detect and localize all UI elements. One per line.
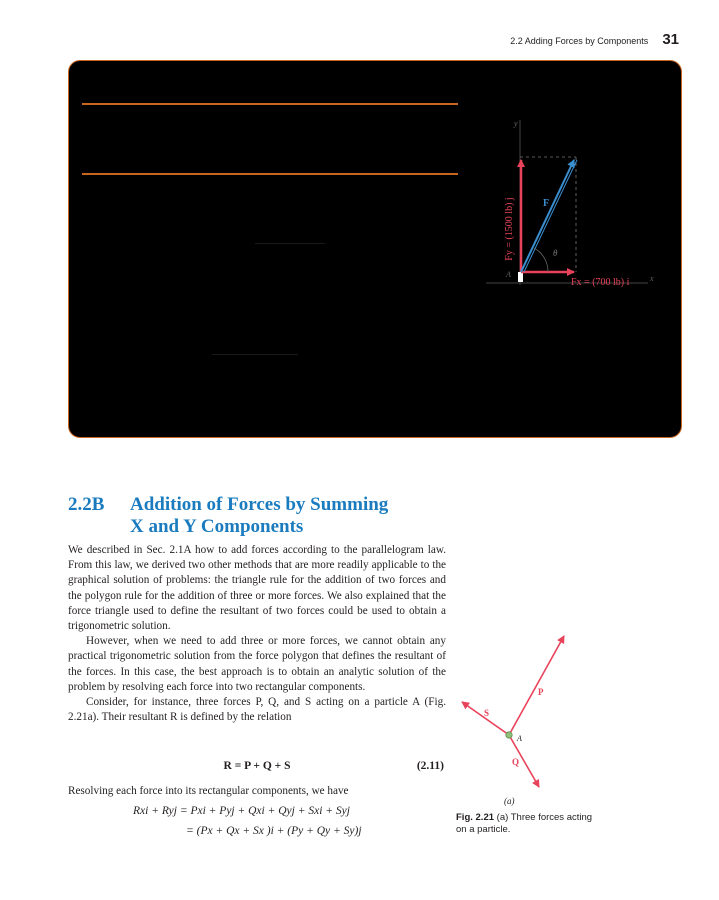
f-vector bbox=[521, 160, 574, 272]
body-text bbox=[68, 543, 446, 725]
support-block bbox=[518, 272, 523, 282]
caption-number: Fig. 2.21 bbox=[456, 812, 495, 823]
resolving-text: Resolving each force into its rectangular components, we have bbox=[68, 785, 349, 797]
theta-label: θ bbox=[553, 248, 558, 258]
label-q: Q bbox=[512, 757, 520, 767]
paragraph: We described in Sec. 2.1A how to add forces according to the parallelogram law. From this law, we derived two other methods that are more readily applicable to the graphical solution of problems: the triangle rule for the addition of two forces and the polygon rule for the addition of three or more forces. We also explained that the force triangle used to define the resultant of two forces could be used to obtain a trigonometric solution. bbox=[68, 544, 446, 633]
y-axis-label: y bbox=[514, 119, 518, 128]
fx-label: Fx = (700 lb) i bbox=[571, 277, 630, 288]
running-title: 2.2 Adding Forces by Components bbox=[510, 36, 649, 46]
theta-arc bbox=[534, 248, 548, 272]
fy-label: Fy = (1500 lb) j bbox=[504, 197, 515, 261]
equation-line2: = (Px + Qx + Sx )i + (Py + Qy + Sy)j bbox=[186, 825, 362, 837]
subfigure-label: (a) bbox=[504, 796, 515, 806]
section-number: 2.2B bbox=[68, 494, 105, 515]
origin-label: A bbox=[506, 270, 511, 279]
component-diagram bbox=[486, 119, 654, 288]
label-p: P bbox=[538, 687, 544, 697]
f-label: F bbox=[543, 198, 550, 209]
force-s-vector bbox=[462, 702, 509, 735]
equation-2-11 bbox=[68, 760, 446, 772]
equation-number: (2.11) bbox=[416, 760, 444, 772]
paragraph: Consider, for instance, three forces P, Q, and S acting on a particle A (Fig. 2.21a). Their resultant R is defined by the relation bbox=[68, 696, 446, 724]
particle-a bbox=[506, 732, 512, 738]
resolving-text-block bbox=[68, 784, 446, 799]
caption-text: (a) Three forces acting on a particle. bbox=[456, 812, 593, 835]
section-heading bbox=[68, 494, 448, 538]
equation-line1: Rxi + Ryj = Pxi + Pyj + Qxi + Qyj + Sxi + Syj bbox=[133, 805, 350, 817]
page-number: 31 bbox=[662, 31, 679, 48]
x-axis-label: x bbox=[650, 274, 654, 283]
label-a: A bbox=[517, 734, 522, 743]
f-vector-outline bbox=[524, 160, 577, 272]
three-force-diagram bbox=[462, 636, 564, 787]
section-title-line2: X and Y Components bbox=[130, 516, 304, 537]
force-p-vector bbox=[509, 636, 564, 735]
figure-caption bbox=[456, 812, 596, 836]
equation-main: R = P + Q + S bbox=[223, 760, 291, 772]
section-title-line1: Addition of Forces by Summing bbox=[130, 494, 389, 515]
paragraph: However, when we need to add three or more forces, we cannot obtain any practical trigonometric solution from the force polygon that defines the resultant of the forces. In this case, the best approach is to obtain an analytic solution of the problem by resolving each force into two rectangular components. bbox=[68, 635, 446, 693]
label-s: S bbox=[484, 708, 490, 718]
